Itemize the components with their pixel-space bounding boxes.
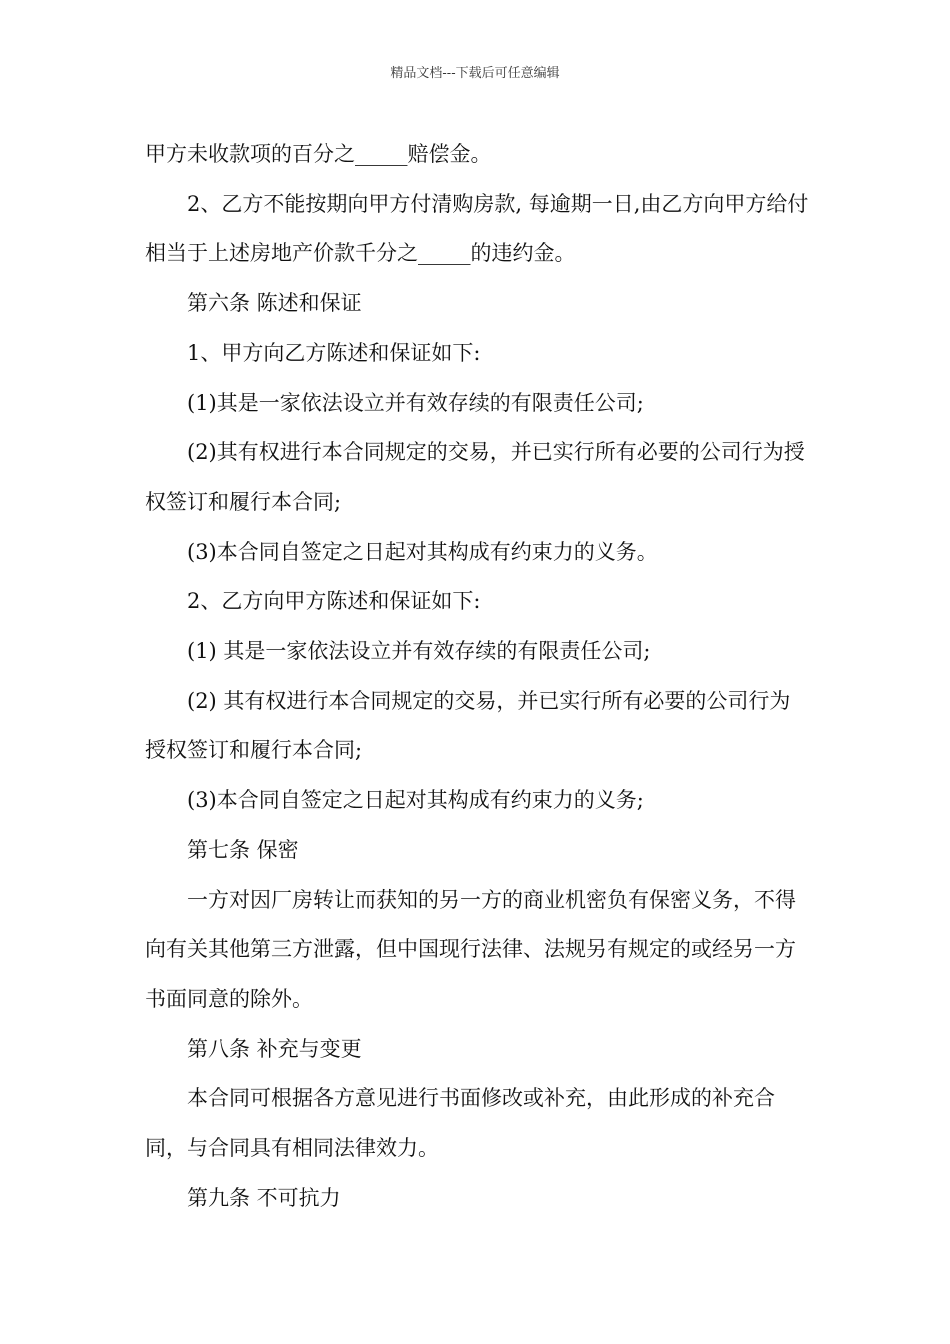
paragraph-confidentiality: 一方对因厂房转让而获知的另一方的商业机密负有保密义务，不得向有关其他第三方泄露，但中国现行法律、法规另有规定的或经另一方书面同意的除外。 bbox=[145, 887, 796, 1011]
paragraph-amendments: 本合同可根据各方意见进行书面修改或补充，由此形成的补充合同，与合同具有相同法律效力。 bbox=[145, 1086, 775, 1161]
list-item-a3: (3)本合同自签定之日起对其构成有约束力的义务。 bbox=[187, 539, 658, 564]
paragraph-party-a-warranties: 1、甲方向乙方陈述和保证如下: bbox=[187, 340, 481, 365]
paragraph-compensation-clause: 甲方未收款项的百分之_____赔偿金。 bbox=[145, 142, 492, 166]
list-item-a2: (2)其有权进行本合同规定的交易，并已实行所有必要的公司行为授权签订和履行本合同; bbox=[145, 440, 805, 514]
list-item-a1: (1)其是一家依法设立并有效存续的有限责任公司; bbox=[187, 390, 644, 415]
list-item-b1: (1) 其是一家依法设立并有效存续的有限责任公司; bbox=[187, 639, 651, 664]
article-7-heading: 第七条 保密 bbox=[187, 837, 299, 862]
document-body bbox=[145, 130, 810, 1223]
list-item-b2: (2) 其有权进行本合同规定的交易，并已实行所有必要的公司行为授权签订和履行本合同; bbox=[145, 688, 791, 763]
article-6-heading: 第六条 陈述和保证 bbox=[187, 291, 362, 316]
article-9-heading: 第九条 不可抗力 bbox=[187, 1185, 341, 1210]
list-item-b3: (3)本合同自签定之日起对其构成有约束力的义务; bbox=[187, 788, 644, 813]
page-header: 精品文档---下载后可任意编辑 bbox=[390, 66, 560, 81]
paragraph-party-b-warranties: 2、乙方向甲方陈述和保证如下: bbox=[187, 589, 481, 614]
paragraph-late-payment: 2、乙方不能按期向甲方付清购房款, 每逾期一日,由乙方向甲方给付相当于上述房地产价款千分之_____的违约金。 bbox=[145, 191, 809, 266]
article-8-heading: 第八条 补充与变更 bbox=[187, 1036, 362, 1061]
